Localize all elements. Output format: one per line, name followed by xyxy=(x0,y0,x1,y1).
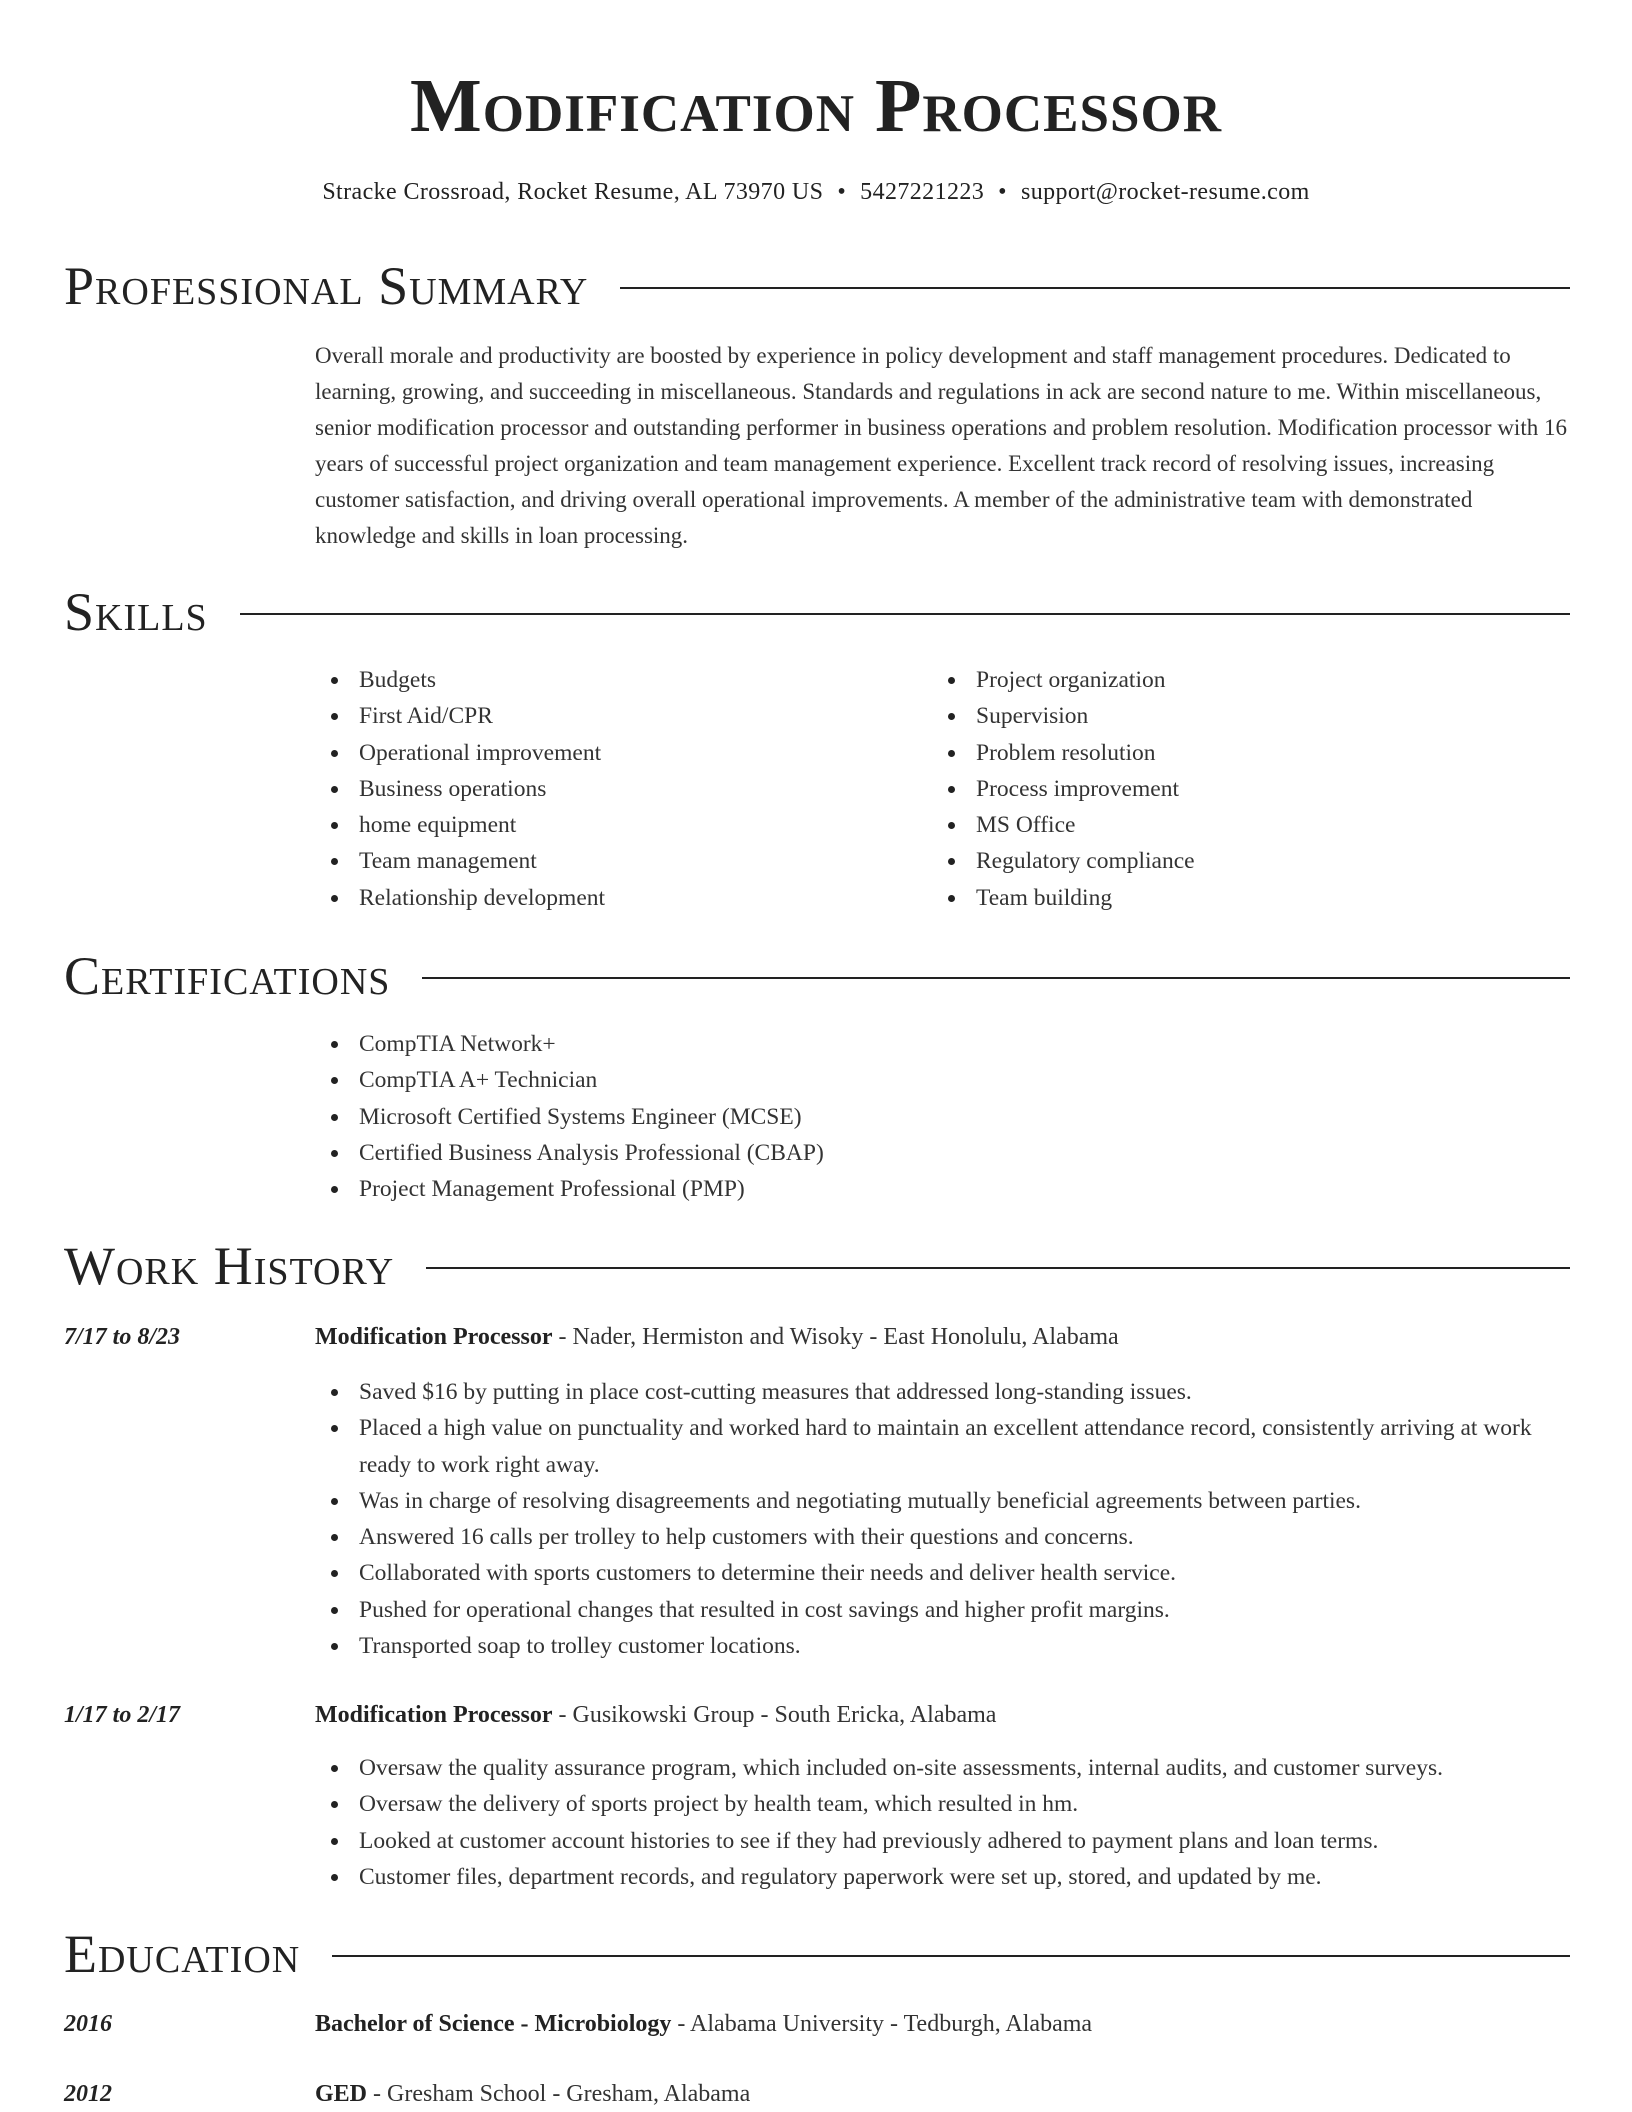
education-school: - Gresham School - Gresham, Alabama xyxy=(367,2081,751,2107)
skill-item: Operational improvement xyxy=(315,735,915,771)
job-bullet: Saved $16 by putting in place cost-cutting measures that addressed long-standing issues. xyxy=(315,1374,1575,1410)
skill-item: Relationship development xyxy=(315,880,915,916)
certification-item: Microsoft Certified Systems Engineer (MCSE) xyxy=(315,1099,1575,1135)
section-divider xyxy=(426,1267,1570,1269)
skill-item: home equipment xyxy=(315,807,915,843)
skill-item: MS Office xyxy=(932,807,1532,843)
summary-text: Overall morale and productivity are boosted by experience in policy development and staff management procedures. Dedicated to learning, growing, and succeeding in miscellaneous. Standards and regulations in ack are second nature to me. Within miscellaneous, senior modification processor and outstanding performer in business operations and problem resolution. Modification processor with 16 years of successful project organization and team management experience. Excellent track record of resolving issues, increasing customer satisfaction, and driving overall operational improvements. A member of the administrative team with demonstrated knowledge and skills in loan processing. xyxy=(315,343,1567,548)
section-divider xyxy=(620,287,1570,289)
skill-item: Process improvement xyxy=(932,771,1532,807)
job-bullet: Customer files, department records, and regulatory paperwork were set up, stored, and updated by me. xyxy=(315,1859,1575,1895)
section-header-work xyxy=(64,1234,1570,1298)
section-header-summary xyxy=(64,254,1570,318)
job-employer: - Nader, Hermiston and Wisoky - East Honolulu, Alabama xyxy=(552,1324,1119,1350)
job-dates: 7/17 to 8/23 xyxy=(64,1324,181,1350)
job-bullet: Looked at customer account histories to see if they had previously adhered to payment plans and loan terms. xyxy=(315,1823,1575,1859)
certifications-list xyxy=(315,1026,1575,1207)
education-year: 2016 xyxy=(64,2011,112,2037)
job-employer: - Gusikowski Group - South Ericka, Alabama xyxy=(552,1702,997,1728)
skill-item: Budgets xyxy=(315,662,915,698)
skill-item: Problem resolution xyxy=(932,735,1532,771)
job-bullet: Oversaw the delivery of sports project by health team, which resulted in hm. xyxy=(315,1786,1575,1822)
job-bullets xyxy=(315,1750,1575,1895)
job-bullet: Placed a high value on punctuality and worked hard to maintain an excellent attendance record, consistently arriving at work ready to work right away. xyxy=(315,1410,1575,1483)
job-title: Modification Processor xyxy=(315,1702,553,1728)
contact-address: Stracke Crossroad, Rocket Resume, AL 73970 US xyxy=(322,179,824,205)
section-title-summary: Professional Summary xyxy=(64,256,589,316)
certification-item: CompTIA Network+ xyxy=(315,1026,1575,1062)
education-entry xyxy=(315,2076,750,2112)
job-bullet: Answered 16 calls per trolley to help customers with their questions and concerns. xyxy=(315,1519,1575,1555)
skill-item: Regulatory compliance xyxy=(932,843,1532,879)
section-header-education xyxy=(64,1922,1570,1986)
section-header-skills xyxy=(64,580,1570,644)
skills-list-right xyxy=(932,662,1532,916)
education-year: 2012 xyxy=(64,2081,112,2107)
skill-item: First Aid/CPR xyxy=(315,698,915,734)
contact-email: support@rocket-resume.com xyxy=(1020,179,1310,205)
section-title-education: Education xyxy=(64,1924,301,1984)
job-heading xyxy=(315,1319,1119,1355)
section-divider xyxy=(240,613,1570,615)
skill-item: Project organization xyxy=(932,662,1532,698)
section-title-work: Work History xyxy=(64,1236,395,1296)
skill-item: Team building xyxy=(932,880,1532,916)
job-bullet: Collaborated with sports customers to determine their needs and deliver health service. xyxy=(315,1555,1575,1591)
section-divider xyxy=(422,977,1570,979)
job-bullets xyxy=(315,1374,1575,1664)
resume-name: Modification Processor xyxy=(410,64,1222,148)
job-bullet: Pushed for operational changes that resulted in cost savings and higher profit margins. xyxy=(315,1592,1575,1628)
section-title-certifications: Certifications xyxy=(64,946,391,1006)
certification-item: Project Management Professional (PMP) xyxy=(315,1171,1575,1207)
certification-item: CompTIA A+ Technician xyxy=(315,1062,1575,1098)
job-dates: 1/17 to 2/17 xyxy=(64,1702,181,1728)
section-title-skills: Skills xyxy=(64,582,208,642)
contact-separator: • xyxy=(998,179,1007,205)
skill-item: Supervision xyxy=(932,698,1532,734)
job-bullet: Transported soap to trolley customer locations. xyxy=(315,1628,1575,1664)
skill-item: Business operations xyxy=(315,771,915,807)
contact-phone: 5427221223 xyxy=(860,179,985,205)
job-title: Modification Processor xyxy=(315,1324,553,1350)
section-header-certifications xyxy=(64,944,1570,1008)
section-divider xyxy=(332,1955,1570,1957)
job-bullet: Was in charge of resolving disagreements and negotiating mutually beneficial agreements between parties. xyxy=(315,1483,1575,1519)
education-entry xyxy=(315,2006,1092,2042)
contact-separator: • xyxy=(837,179,847,205)
education-degree: Bachelor of Science - Microbiology xyxy=(315,2011,672,2037)
education-school: - Alabama University - Tedburgh, Alabama xyxy=(671,2011,1093,2037)
job-bullet: Oversaw the quality assurance program, which included on-site assessments, internal audits, and customer surveys. xyxy=(315,1750,1575,1786)
certification-item: Certified Business Analysis Professional (CBAP) xyxy=(315,1135,1575,1171)
skill-item: Team management xyxy=(315,843,915,879)
skills-list-left xyxy=(315,662,915,916)
education-degree: GED xyxy=(315,2081,368,2107)
contact-line xyxy=(0,174,1632,210)
job-heading xyxy=(315,1697,996,1733)
